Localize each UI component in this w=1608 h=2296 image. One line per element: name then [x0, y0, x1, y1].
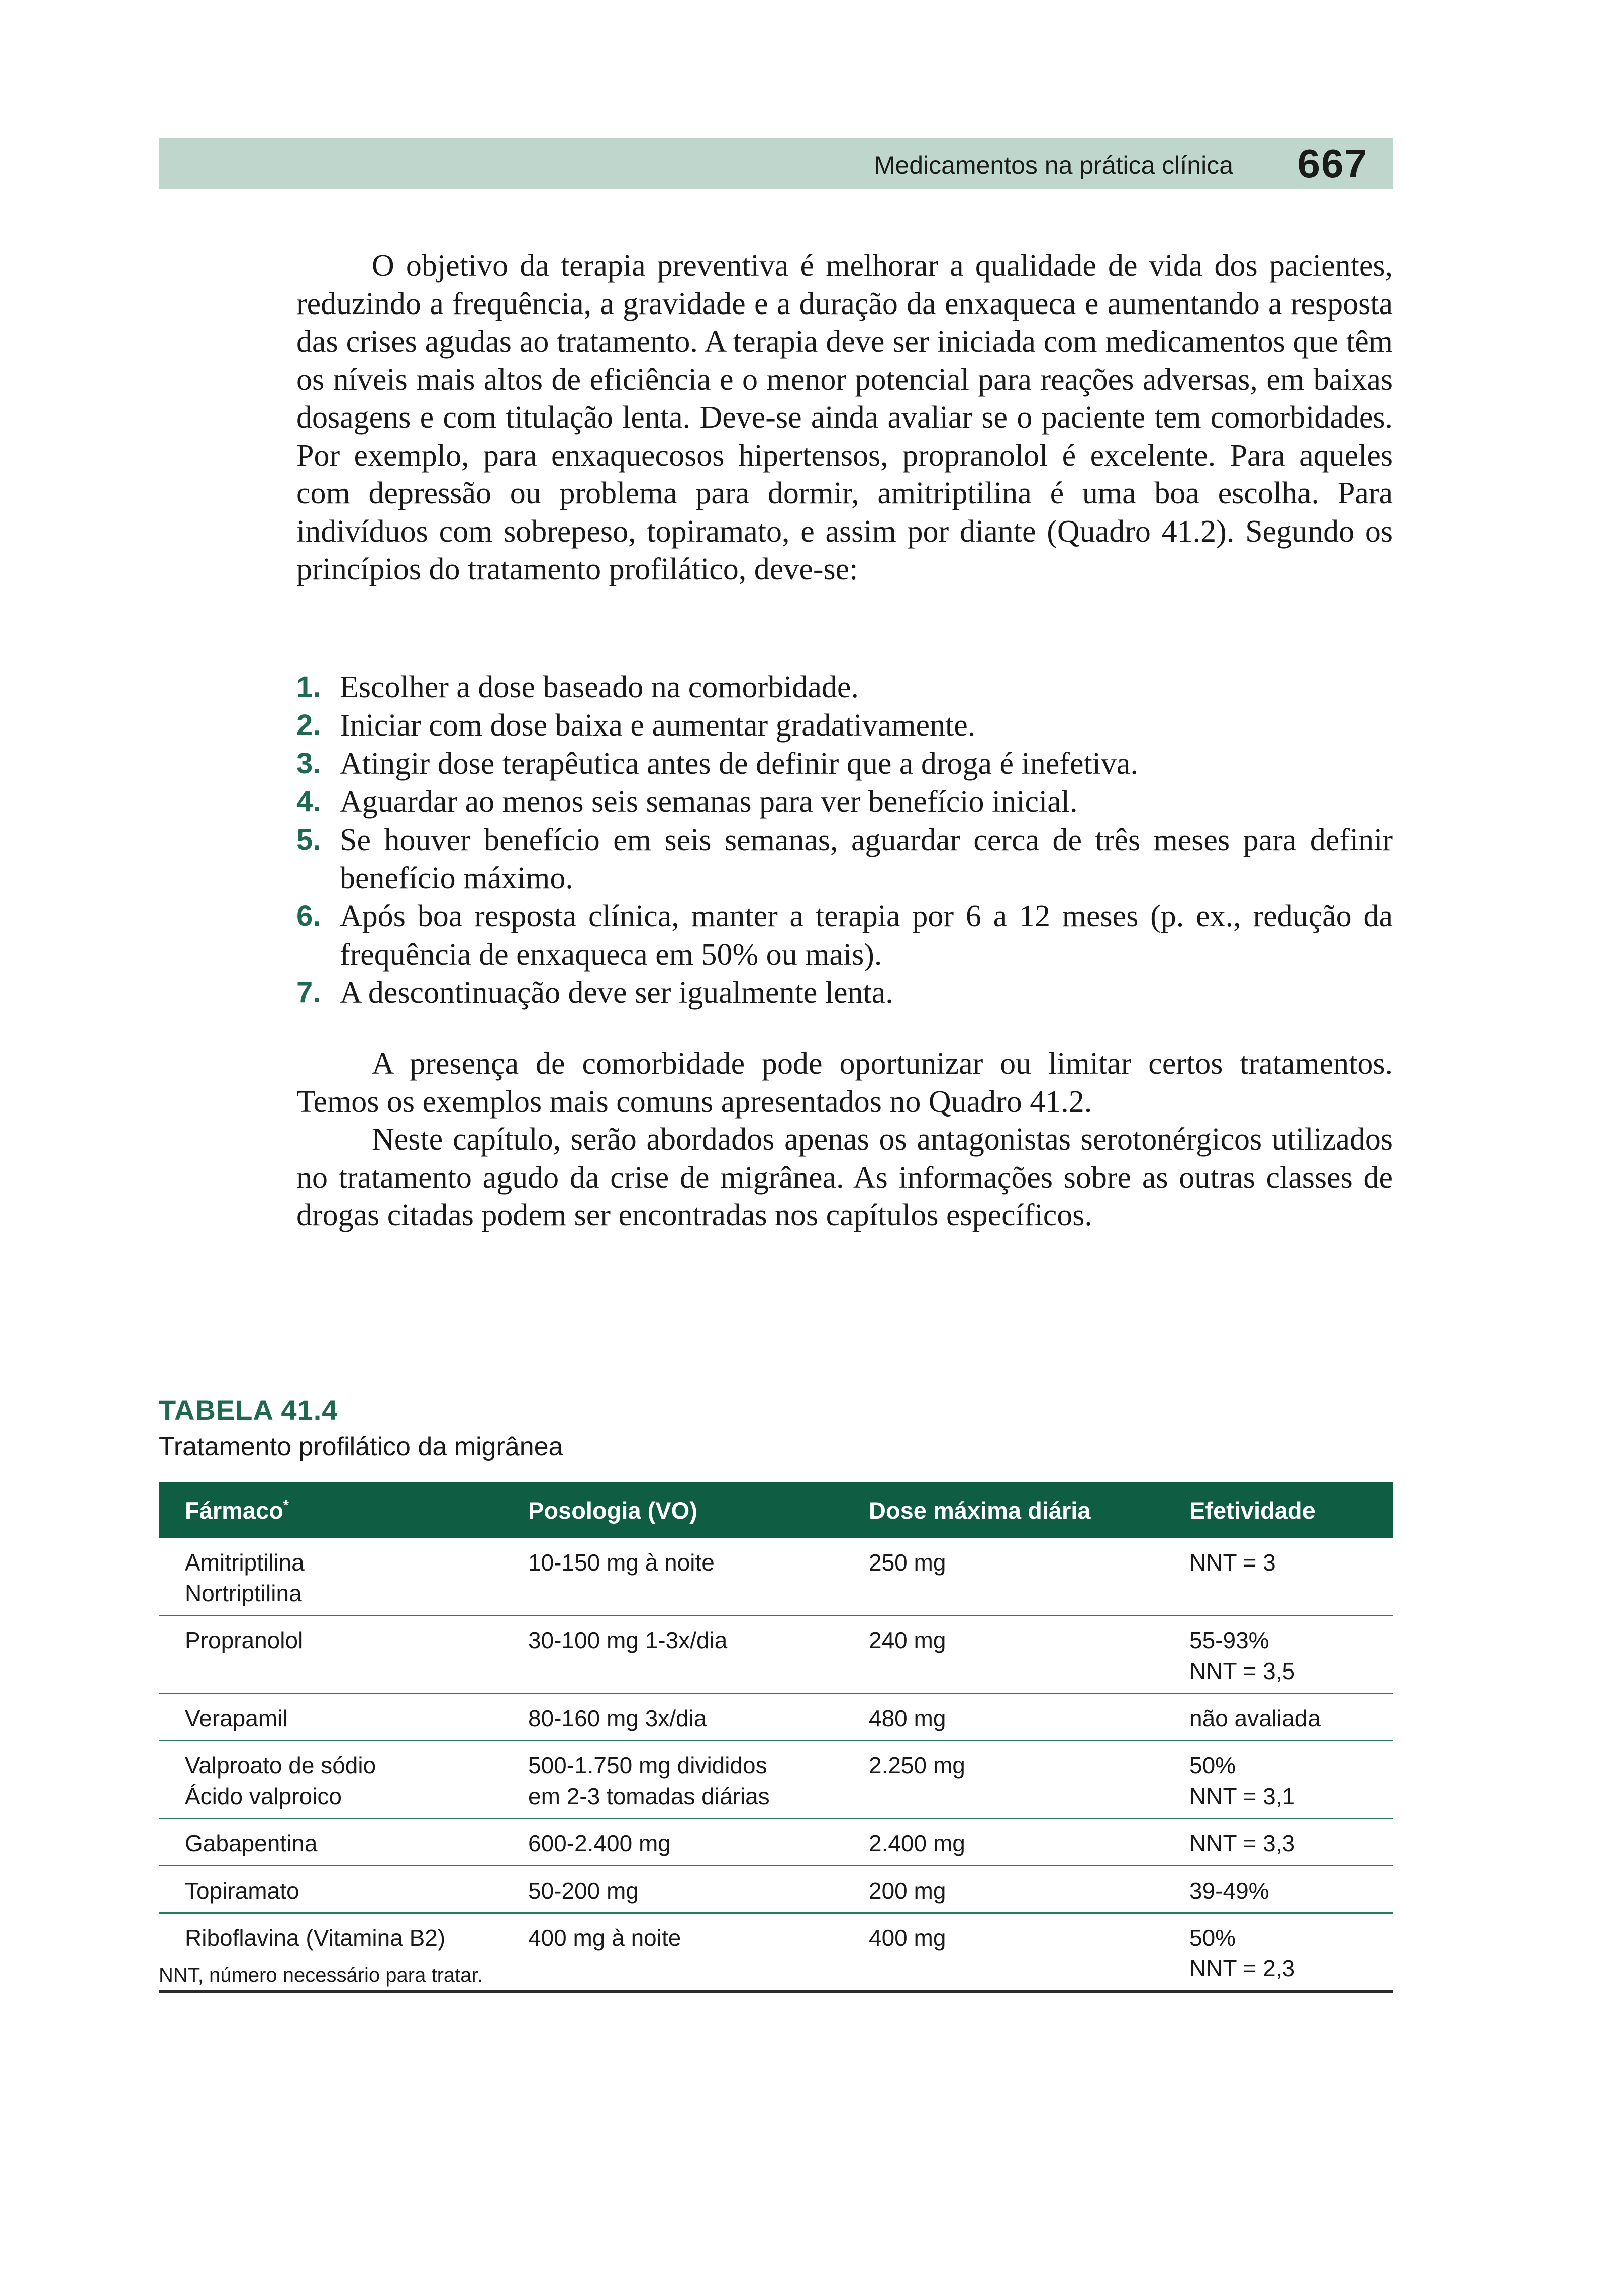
cell-line: NNT = 3,5 [1189, 1658, 1295, 1684]
cell-line: NNT = 3,1 [1189, 1783, 1295, 1809]
table-caption: Tratamento profilático da migrânea [159, 1432, 563, 1462]
cell-max-dose [843, 1819, 1163, 1866]
cell-line: Valproato de sódio [185, 1752, 376, 1779]
cell-line: 2.250 mg [869, 1752, 965, 1779]
cell-line: Verapamil [185, 1705, 288, 1731]
list-item-text: Iniciar com dose baixa e aumentar gradativamente. [340, 708, 976, 743]
cell-line: 80-160 mg 3x/dia [528, 1705, 707, 1731]
list-item [296, 783, 1393, 821]
list-item-number: 4. [296, 785, 321, 818]
cell-efficacy [1163, 1538, 1393, 1616]
cell-max-dose [843, 1913, 1163, 1992]
table-footnote: NNT, número necessário para tratar. [159, 1964, 483, 1987]
list-item [296, 974, 1393, 1012]
cell-efficacy [1163, 1913, 1393, 1992]
column-header-posology: Posologia (VO) [502, 1482, 843, 1538]
cell-line: não avaliada [1189, 1705, 1321, 1731]
cell-line: 400 mg à noite [528, 1925, 681, 1951]
column-header-drug: Fármaco* [159, 1482, 502, 1538]
cell-line: 2.400 mg [869, 1830, 965, 1856]
list-item-text: Aguardar ao menos seis semanas para ver benefício inicial. [340, 785, 1078, 819]
list-item-text: A descontinuação deve ser igualmente lenta. [340, 976, 893, 1010]
cell-line: 240 mg [869, 1627, 946, 1653]
cell-posology [502, 1741, 843, 1819]
list-item [296, 745, 1393, 783]
paragraph-comorbidity: A presença de comorbidade pode oportunizar ou limitar certos tratamentos. Temos os exemplos mais comuns apresentados no Quadro 41.2. [296, 1047, 1393, 1119]
cell-line: 39-49% [1189, 1877, 1269, 1904]
cell-line: Riboflavina (Vitamina B2) [185, 1925, 446, 1951]
cell-posology [502, 1913, 843, 1992]
cell-line: Amitriptilina [185, 1549, 305, 1576]
cell-efficacy [1163, 1866, 1393, 1913]
cell-posology [502, 1694, 843, 1741]
cell-line: Gabapentina [185, 1830, 318, 1856]
body-paragraph-intro [296, 247, 1393, 589]
cell-max-dose [843, 1616, 1163, 1694]
cell-line: 50% [1189, 1752, 1236, 1779]
list-item [296, 821, 1393, 897]
list-item-text: Após boa resposta clínica, manter a terapia por 6 a 12 meses (p. ex., redução da frequência de enxaqueca em 50% ou mais). [340, 899, 1393, 972]
cell-drug [159, 1616, 502, 1694]
paragraph-chapter-scope: Neste capítulo, serão abordados apenas os antagonistas serotonérgicos utilizados no tratamento agudo da crise de migrânea. As informações sobre as outras classes de drogas citadas podem ser encontradas nos capítulos específicos. [296, 1122, 1393, 1232]
cell-max-dose [843, 1538, 1163, 1616]
cell-posology [502, 1819, 843, 1866]
column-header-max-dose: Dose máxima diária [843, 1482, 1163, 1538]
cell-max-dose [843, 1866, 1163, 1913]
table-body [159, 1538, 1393, 1992]
table-row [159, 1819, 1393, 1866]
table-label: TABELA 41.4 [159, 1394, 338, 1426]
cell-line: Ácido valproico [185, 1783, 342, 1809]
cell-efficacy [1163, 1819, 1393, 1866]
cell-efficacy [1163, 1741, 1393, 1819]
cell-line: 600-2.400 mg [528, 1830, 671, 1856]
table-row [159, 1741, 1393, 1819]
list-item-number: 2. [296, 709, 321, 742]
cell-line: Nortriptilina [185, 1580, 302, 1606]
cell-posology [502, 1866, 843, 1913]
cell-line: 250 mg [869, 1549, 946, 1576]
cell-line: NNT = 3 [1189, 1549, 1276, 1576]
drug-footnote-mark: * [283, 1497, 289, 1513]
cell-efficacy [1163, 1694, 1393, 1741]
list-item-number: 7. [296, 976, 321, 1009]
list-item [296, 706, 1393, 745]
list-item-number: 5. [296, 823, 321, 856]
page-number: 667 [1297, 141, 1368, 186]
list-item [296, 897, 1393, 974]
body-paragraphs-closing [296, 1045, 1393, 1235]
cell-line: 500-1.750 mg divididos [528, 1752, 767, 1779]
list-item-number: 3. [296, 747, 321, 780]
cell-line: em 2-3 tomadas diárias [528, 1783, 770, 1809]
list-item-number: 6. [296, 900, 321, 932]
cell-line: 480 mg [869, 1705, 946, 1731]
cell-line: NNT = 2,3 [1189, 1955, 1295, 1981]
cell-line: Topiramato [185, 1877, 299, 1904]
paragraph-intro-text: O objetivo da terapia preventiva é melhorar a qualidade de vida dos pacientes, reduzindo a frequência, a gravidade e a duração da enxaqueca e aumentando a resposta das crises agudas ao tratamento. A terapia deve ser iniciada com medicamentos que têm os níveis mais altos de eficiência e o menor potencial para reações adversas, em baixas dosagens e com titulação lenta. Deve-se ainda avaliar se o paciente tem comorbidades. Por exemplo, para enxaquecosos hipertensos, propranolol é excelente. Para aqueles com depressão ou problema para dormir, amitriptilina é uma boa escolha. Para indivíduos com sobrepeso, topiramato, e assim por diante (Quadro 41.2). Segundo os princípios do tratamento profilático, deve-se: [296, 249, 1393, 586]
cell-line: 30-100 mg 1-3x/dia [528, 1627, 728, 1653]
cell-line: 400 mg [869, 1925, 946, 1951]
list-item [296, 668, 1393, 706]
cell-posology [502, 1538, 843, 1616]
table-row [159, 1866, 1393, 1913]
cell-line: Propranolol [185, 1627, 304, 1653]
list-item-text: Atingir dose terapêutica antes de definir que a droga é inefetiva. [340, 747, 1138, 781]
list-item-text: Escolher a dose baseado na comorbidade. [340, 670, 859, 704]
cell-max-dose [843, 1694, 1163, 1741]
cell-max-dose [843, 1741, 1163, 1819]
table-header-row [159, 1482, 1393, 1538]
cell-line: 55-93% [1189, 1627, 1269, 1653]
prophylaxis-drug-table [159, 1482, 1393, 1993]
cell-line: 50% [1189, 1925, 1236, 1951]
list-item-number: 1. [296, 671, 321, 703]
running-header [159, 138, 1393, 189]
cell-line: 200 mg [869, 1877, 946, 1904]
table-row [159, 1616, 1393, 1694]
running-header-title: Medicamentos na prática clínica [874, 151, 1233, 179]
cell-drug [159, 1694, 502, 1741]
cell-efficacy [1163, 1616, 1393, 1694]
table-row [159, 1694, 1393, 1741]
cell-line: 50-200 mg [528, 1877, 639, 1904]
cell-line: NNT = 3,3 [1189, 1830, 1295, 1856]
cell-posology [502, 1616, 843, 1694]
prophylaxis-steps-list [296, 668, 1393, 1012]
table-row [159, 1538, 1393, 1616]
cell-drug [159, 1741, 502, 1819]
cell-drug [159, 1866, 502, 1913]
cell-line: 10-150 mg à noite [528, 1549, 715, 1576]
list-item-text: Se houver benefício em seis semanas, aguardar cerca de três meses para definir benefício máximo. [340, 823, 1393, 895]
cell-drug [159, 1538, 502, 1616]
cell-drug [159, 1819, 502, 1866]
column-header-efficacy: Efetividade [1163, 1482, 1393, 1538]
